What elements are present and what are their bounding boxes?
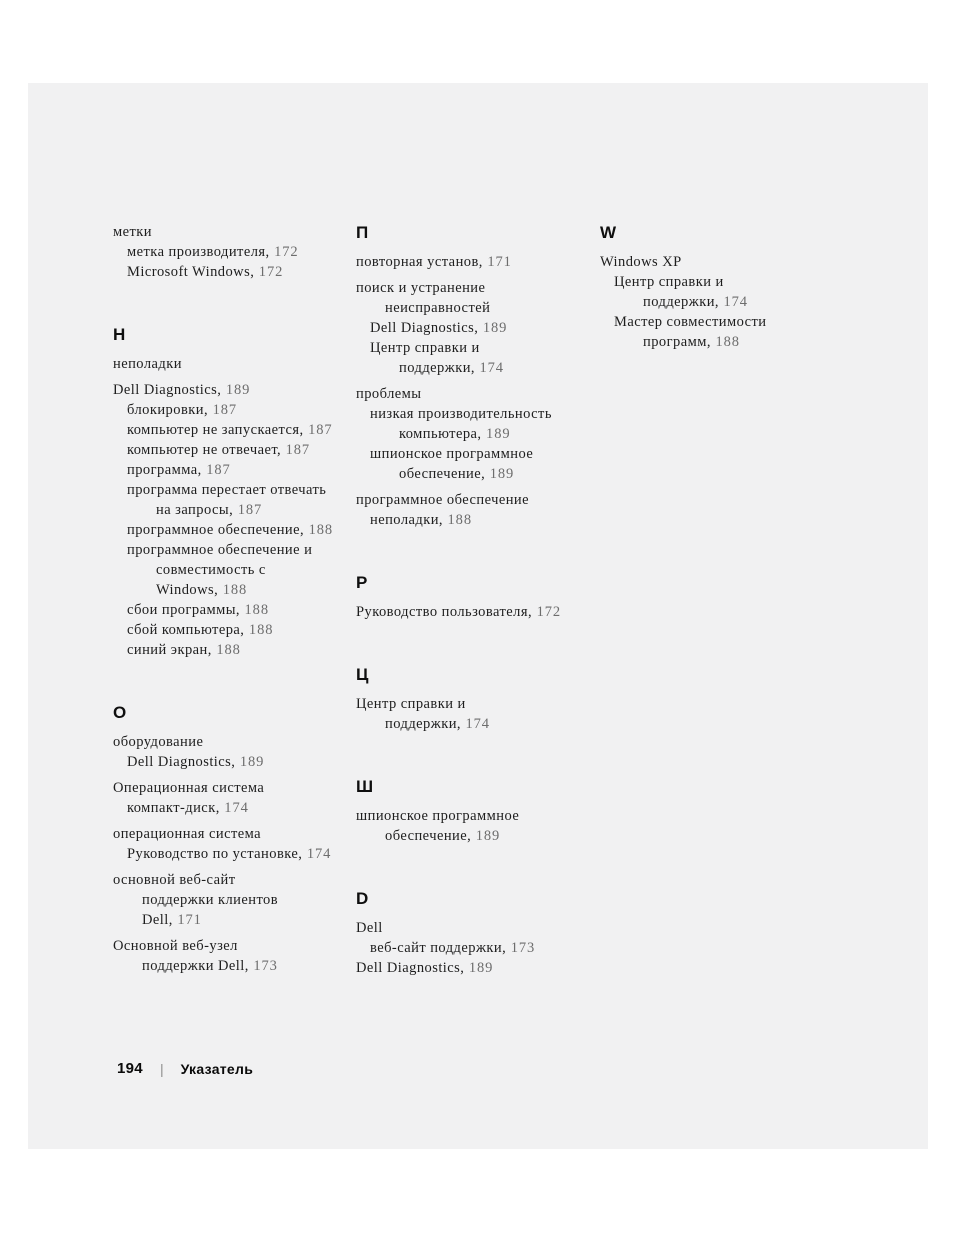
- entry-text: Dell,: [142, 912, 173, 928]
- index-entry-line: [356, 384, 604, 404]
- entry-text: шпионское программное: [356, 808, 520, 824]
- entry-text: поддержки,: [385, 716, 461, 732]
- page-number-reference: 174: [460, 716, 490, 732]
- index-entry-line: [356, 404, 604, 424]
- entry-text: Dell Diagnostics,: [356, 960, 465, 976]
- index-entry-group: [113, 732, 361, 772]
- index-entry-line: [113, 520, 361, 540]
- entry-text: поиск и устранение: [356, 280, 486, 296]
- page-number-reference: 188: [443, 512, 472, 528]
- index-entry-line: [113, 262, 361, 282]
- page-number-reference: 189: [221, 382, 251, 398]
- index-entry-group: [113, 380, 361, 660]
- entry-text: Основной веб-узел: [113, 938, 238, 954]
- index-entry-group: [356, 806, 604, 846]
- entry-text: Dell: [356, 920, 383, 936]
- entry-text: Операционная система: [113, 780, 265, 796]
- entry-text: программа перестает отвечать: [127, 482, 327, 498]
- index-entry-line: [113, 354, 361, 374]
- index-entry-line: [600, 332, 848, 352]
- page-number-reference: 171: [172, 912, 202, 928]
- index-column-2: [356, 222, 604, 984]
- index-entry-line: [356, 938, 604, 958]
- entry-text: совместимость с: [156, 562, 266, 578]
- page-number-reference: 188: [304, 522, 334, 538]
- index-entry-line: [113, 956, 361, 976]
- page-number-reference: 173: [506, 940, 536, 956]
- index-entry-line: [356, 252, 604, 272]
- index-entry-line: [356, 714, 604, 734]
- index-entry-line: [356, 602, 604, 622]
- entry-text: компьютер не запускается,: [127, 422, 304, 438]
- index-entry-line: [113, 600, 361, 620]
- index-entry-line: [600, 292, 848, 312]
- index-entry-line: [113, 798, 361, 818]
- page-number-reference: 189: [471, 828, 501, 844]
- index-entry-line: [113, 222, 361, 242]
- entry-text: Windows XP: [600, 254, 682, 270]
- footer-separator: |: [159, 1060, 164, 1077]
- page-number-reference: 172: [532, 604, 562, 620]
- entry-text: обеспечение,: [399, 466, 486, 482]
- index-entry-group: [356, 252, 604, 272]
- index-entry-group: [113, 870, 361, 930]
- index-entry-group: [113, 222, 361, 282]
- entry-text: программное обеспечение и: [127, 542, 313, 558]
- page-number-reference: 174: [474, 360, 504, 376]
- index-entry-line: [600, 252, 848, 272]
- index-entry-line: [356, 806, 604, 826]
- index-entry-line: [356, 510, 604, 530]
- entry-text: обеспечение,: [385, 828, 472, 844]
- page-number-reference: 187: [303, 422, 333, 438]
- entry-text: компьютер не отвечает,: [127, 442, 282, 458]
- index-entry-group: [600, 252, 848, 352]
- page-number-reference: 171: [482, 254, 512, 270]
- index-entry-line: [356, 444, 604, 464]
- entry-text: поддержки Dell,: [142, 958, 249, 974]
- entry-text: поддержки клиентов: [142, 892, 279, 908]
- entry-text: блокировки,: [127, 402, 209, 418]
- index-entry-line: [356, 826, 604, 846]
- index-entry-line: [113, 890, 361, 910]
- index-entry-line: [356, 958, 604, 978]
- page-number-reference: 174: [718, 294, 748, 310]
- index-entry-group: [113, 778, 361, 818]
- index-entry-line: [356, 358, 604, 378]
- entry-text: Центр справки и: [614, 274, 724, 290]
- page-footer: [117, 1060, 253, 1077]
- index-entry-line: [600, 312, 848, 332]
- entry-text: Центр справки и: [370, 340, 480, 356]
- entry-text: неисправностей: [385, 300, 491, 316]
- manual-index-page: [28, 83, 928, 1149]
- entry-text: Dell Diagnostics,: [127, 754, 236, 770]
- index-entry-line: [113, 640, 361, 660]
- entry-text: на запросы,: [156, 502, 234, 518]
- index-entry-line: [113, 844, 361, 864]
- index-letter-heading: Ц: [356, 665, 369, 684]
- index-entry-group: [113, 354, 361, 374]
- entry-text: Dell Diagnostics,: [370, 320, 479, 336]
- index-entry-line: [356, 490, 604, 510]
- index-entry-line: [113, 540, 361, 560]
- entry-text: метка производителя,: [127, 244, 270, 260]
- index-entry-line: [356, 338, 604, 358]
- entry-text: поддержки,: [399, 360, 475, 376]
- page-number-reference: 172: [254, 264, 284, 280]
- entry-text: компакт-диск,: [127, 800, 220, 816]
- entry-text: Руководство пользователя,: [356, 604, 533, 620]
- entry-text: Windows,: [156, 582, 219, 598]
- entry-text: сбой компьютера,: [127, 622, 245, 638]
- page-number: 194: [117, 1060, 143, 1077]
- entry-text: Центр справки и: [356, 696, 466, 712]
- entry-text: программ,: [643, 334, 711, 350]
- index-entry-line: [113, 460, 361, 480]
- entry-text: низкая производительность: [370, 406, 552, 422]
- index-entry-line: [356, 918, 604, 938]
- index-entry-group: [356, 602, 604, 622]
- index-letter-heading: Н: [113, 325, 126, 344]
- page-number-reference: 174: [302, 846, 332, 862]
- index-entry-line: [113, 870, 361, 890]
- entry-text: синий экран,: [127, 642, 212, 658]
- index-entry-line: [113, 560, 361, 580]
- index-entry-line: [356, 318, 604, 338]
- page-number-reference: 173: [248, 958, 278, 974]
- index-entry-group: [356, 918, 604, 978]
- index-entry-group: [356, 694, 604, 734]
- entry-text: программа,: [127, 462, 202, 478]
- index-entry-line: [113, 910, 361, 930]
- index-entry-line: [356, 694, 604, 714]
- index-letter-heading: Ш: [356, 777, 374, 796]
- index-letter-heading: О: [113, 703, 127, 722]
- index-entry-line: [356, 298, 604, 318]
- entry-text: проблемы: [356, 386, 422, 402]
- page-number-reference: 188: [710, 334, 740, 350]
- index-entry-line: [113, 480, 361, 500]
- page-number-reference: 187: [233, 502, 263, 518]
- entry-text: программное обеспечение: [356, 492, 530, 508]
- index-entry-line: [113, 580, 361, 600]
- index-entry-group: [356, 490, 604, 530]
- index-column-3: [600, 222, 848, 358]
- index-column-1: [113, 222, 361, 982]
- index-entry-line: [113, 400, 361, 420]
- entry-text: Dell Diagnostics,: [113, 382, 222, 398]
- index-entry-group: [356, 278, 604, 378]
- index-entry-line: [113, 500, 361, 520]
- page-number-reference: 188: [240, 602, 269, 618]
- index-entry-line: [113, 778, 361, 798]
- page-number-reference: 189: [481, 426, 511, 442]
- index-entry-group: [113, 824, 361, 864]
- index-entry-group: [113, 936, 361, 976]
- index-entry-line: [113, 824, 361, 844]
- footer-section-label: Указатель: [180, 1060, 254, 1077]
- page-number-reference: 172: [269, 244, 299, 260]
- index-letter-heading: Р: [356, 573, 368, 592]
- index-entry-line: [356, 424, 604, 444]
- page-number-reference: 189: [464, 960, 494, 976]
- page-number-reference: 189: [485, 466, 515, 482]
- page-number-reference: 187: [201, 462, 231, 478]
- entry-text: Microsoft Windows,: [127, 264, 255, 280]
- page-number-reference: 188: [218, 582, 248, 598]
- index-entry-line: [356, 464, 604, 484]
- index-entry-line: [113, 242, 361, 262]
- page-number-reference: 188: [244, 622, 274, 638]
- index-letter-heading: W: [600, 223, 617, 242]
- entry-text: Мастер совместимости: [614, 314, 767, 330]
- index-entry-line: [356, 278, 604, 298]
- entry-text: неполадки: [113, 356, 182, 372]
- index-entry-line: [113, 732, 361, 752]
- entry-text: программное обеспечение,: [127, 522, 305, 538]
- index-entry-line: [113, 620, 361, 640]
- entry-text: сбои программы,: [127, 602, 240, 618]
- index-entry-line: [113, 936, 361, 956]
- index-entry-line: [113, 440, 361, 460]
- index-entry-group: [356, 384, 604, 484]
- entry-text: шпионское программное: [370, 446, 534, 462]
- entry-text: неполадки,: [370, 512, 443, 528]
- entry-text: оборудование: [113, 734, 204, 750]
- entry-text: метки: [113, 224, 153, 240]
- entry-text: Руководство по установке,: [127, 846, 303, 862]
- page-number-reference: 187: [281, 442, 311, 458]
- page-number-reference: 189: [235, 754, 265, 770]
- entry-text: веб-сайт поддержки,: [370, 940, 507, 956]
- page-number-reference: 174: [219, 800, 249, 816]
- index-entry-line: [600, 272, 848, 292]
- index-entry-line: [113, 380, 361, 400]
- entry-text: компьютера,: [399, 426, 482, 442]
- page-number-reference: 189: [478, 320, 508, 336]
- page-number-reference: 187: [208, 402, 238, 418]
- entry-text: поддержки,: [643, 294, 719, 310]
- index-letter-heading: D: [356, 889, 369, 908]
- entry-text: основной веб-сайт: [113, 872, 236, 888]
- entry-text: повторная установ,: [356, 254, 483, 270]
- index-entry-line: [113, 420, 361, 440]
- page-number-reference: 188: [211, 642, 241, 658]
- entry-text: операционная система: [113, 826, 262, 842]
- index-letter-heading: П: [356, 223, 369, 242]
- index-entry-line: [113, 752, 361, 772]
